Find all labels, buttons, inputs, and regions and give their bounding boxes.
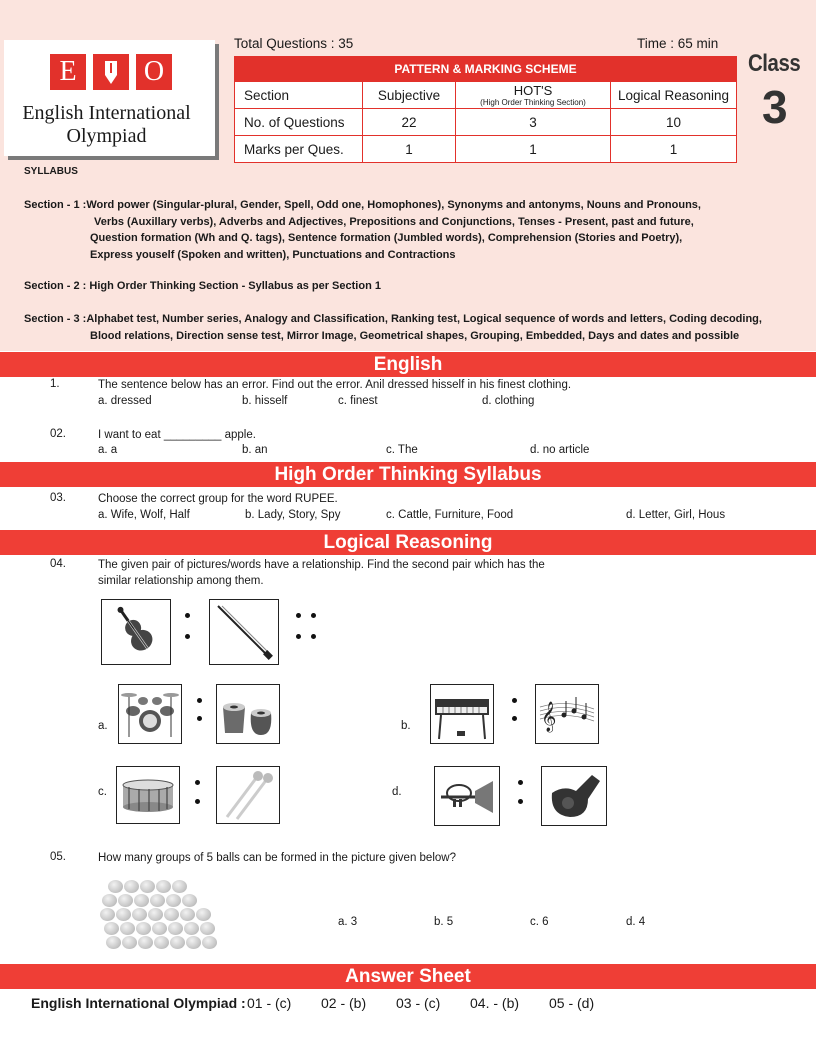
option-d[interactable]: d. clothing [482,395,535,407]
ball [102,894,117,907]
trumpet-image[interactable] [434,766,500,826]
scheme-cell: Section [235,82,363,109]
ball [166,894,181,907]
ball [120,922,135,935]
ball [168,922,183,935]
scheme-cell: 22 [363,109,456,136]
scheme-cell: 3 [456,109,611,136]
question-text: Choose the correct group for the word RUPEE. [98,493,338,505]
option-c[interactable]: c. Cattle, Furniture, Food [386,509,514,521]
ball [108,880,123,893]
drum-kit-image[interactable] [118,684,182,744]
scheme-cell: No. of Questions [235,109,363,136]
ball [106,936,121,949]
option-d-label[interactable]: d. [392,786,402,798]
scheme-title: PATTERN & MARKING SCHEME [235,57,737,82]
section-1-line: Verbs (Auxillary verbs), Adverbs and Adjectives, Prepositions and Conjunctions, Tenses - Present, past and future, [94,215,694,228]
question-number: 04. [50,558,66,570]
scheme-cell: Subjective [363,82,456,109]
option-c-label[interactable]: c. [98,786,107,798]
colon-dot [197,716,202,721]
ball [116,908,131,921]
question-text [98,557,545,589]
scheme-cell-hots [456,82,611,109]
option-a-label[interactable]: a. [98,720,108,732]
marking-scheme-table [234,56,737,163]
violin-image [101,599,171,665]
ball [140,880,155,893]
colon-dot [518,780,523,785]
ball [148,908,163,921]
question-text-line: The given pair of pictures/words have a relationship. Find the second pair which has the [98,559,545,571]
answer-sheet-title: English International Olympiad : [31,995,246,1011]
scheme-cell: Marks per Ques. [235,136,363,163]
option-c[interactable]: c. finest [338,395,378,407]
scheme-cell: 1 [611,136,737,163]
colon-dot [195,799,200,804]
scheme-cell: 1 [456,136,611,163]
section-header-hots: High Order Thinking Syllabus [0,462,816,487]
answer-item: 02 - (b) [321,995,367,1011]
ball [186,936,201,949]
ball [154,936,169,949]
ball [170,936,185,949]
logo-name-line2: Olympiad [66,125,147,147]
colon-dot [296,613,301,618]
answer-item: 04. - (b) [470,995,520,1011]
option-b[interactable]: b. Lady, Story, Spy [245,509,341,521]
section-3-line: Alphabet test, Number series, Analogy and Classification, Ranking test, Logical sequence of words and letters, Coding decoding, [86,313,762,325]
class-number: 3 [762,81,788,133]
scheme-cell: 1 [363,136,456,163]
colon-dot [195,780,200,785]
ball [152,922,167,935]
section-1-line: Express youself (Spoken and written), Punctuations and Contractions [90,248,456,261]
colon-dot [185,634,190,639]
question-text: The sentence below has an error. Find out the error. Anil dressed hisself in his finest clothing. [98,379,572,391]
question-text: I want to eat _________ apple. [98,429,256,441]
colon-dot [296,634,301,639]
section-header-answers: Answer Sheet [0,964,816,989]
ball [132,908,147,921]
colon-dot [197,698,202,703]
section-1-prefix: Section - 1 : [24,199,87,211]
option-d[interactable]: d. 4 [626,916,646,928]
section-3-prefix: Section - 3 : [24,313,87,325]
balls-image [100,878,220,952]
ball [104,922,119,935]
tabla-image[interactable] [216,684,280,744]
hots-sublabel: (High Order Thinking Section) [480,97,586,107]
keyboard-image[interactable] [430,684,494,744]
section-header-logical: Logical Reasoning [0,530,816,555]
section-1-line: Question formation (Wh and Q. tags), Sentence formation (Jumbled words), Comprehension (Stories and Poetry), [90,232,683,244]
option-d[interactable]: d. no article [530,444,590,456]
colon-dot [518,799,523,804]
option-b[interactable]: b. hisself [242,395,288,407]
logo-name-line1: English International [22,102,191,124]
option-c[interactable]: c. 6 [530,916,549,928]
syllabus-title: SYLLABUS [24,166,78,177]
answer-item: 05 - (d) [549,995,595,1011]
ball [134,894,149,907]
drumsticks-image[interactable] [216,766,280,824]
option-c[interactable]: c. The [386,444,418,456]
ball [124,880,139,893]
option-a[interactable]: a. dressed [98,395,152,407]
answer-sheet-label [31,995,246,1011]
bow-image [209,599,279,665]
question-number: 05. [50,851,66,863]
ball [180,908,195,921]
colon-dot [185,613,190,618]
colon-dot [311,613,316,618]
logo-letter-e: E [50,54,86,90]
ball [138,936,153,949]
whistle-image[interactable] [541,766,607,826]
answer-item: 01 - (c) [247,995,292,1011]
hots-label: HOT'S [513,82,553,98]
question-number: 02. [50,428,66,440]
ball [156,880,171,893]
logo-letter-o: O [136,54,172,90]
ball [200,922,215,935]
ball [100,908,115,921]
pen-icon [93,54,129,90]
total-questions: Total Questions : 35 [234,36,354,51]
colon-dot [311,634,316,639]
syllabus-section-3 [24,311,762,344]
colon-dot [512,698,517,703]
ball [184,922,199,935]
ball [202,936,217,949]
logo-card [4,40,215,156]
option-a[interactable]: a. 3 [338,916,358,928]
answer-item: 03 - (c) [396,995,441,1011]
question-number: 1. [50,378,60,390]
section-1-line: Word power (Singular-plural, Gender, Spell, Odd one, Homophones), Synonyms and antonyms, Nouns and Pronouns, [86,199,701,211]
scheme-cell: 10 [611,109,737,136]
svg-text:𝄞: 𝄞 [541,702,557,732]
section-3-line: Blood relations, Direction sense test, Mirror Image, Geometrical shapes, Grouping, Embedded, Days and dates and possible [90,329,740,342]
option-b-label[interactable]: b. [401,720,411,732]
option-d[interactable]: d. Letter, Girl, Hous [626,509,726,521]
option-b[interactable]: b. an [242,444,268,456]
option-a[interactable]: a. Wife, Wolf, Half [98,509,190,521]
question-number: 03. [50,492,66,504]
ball [150,894,165,907]
colon-dot [512,716,517,721]
section-header-english: English [0,352,816,377]
class-label: Class [748,50,801,77]
ball [136,922,151,935]
ball [172,880,187,893]
option-b[interactable]: b. 5 [434,916,454,928]
ball [164,908,179,921]
scheme-cell: Logical Reasoning [611,82,737,109]
syllabus-section-1 [24,197,701,263]
snare-drum-image[interactable] [116,766,180,824]
logo-mark [50,54,172,90]
ball [196,908,211,921]
question-text-line: similar relationship among them. [98,575,264,587]
ball [122,936,137,949]
ball [182,894,197,907]
time-limit: Time : 65 min [637,36,719,51]
question-text: How many groups of 5 balls can be formed in the picture given below? [98,852,456,864]
option-a[interactable]: a. a [98,444,118,456]
music-notes-image[interactable] [535,684,599,744]
syllabus-section-2: Section - 2 : High Order Thinking Section - Syllabus as per Section 1 [24,280,381,292]
ball [118,894,133,907]
